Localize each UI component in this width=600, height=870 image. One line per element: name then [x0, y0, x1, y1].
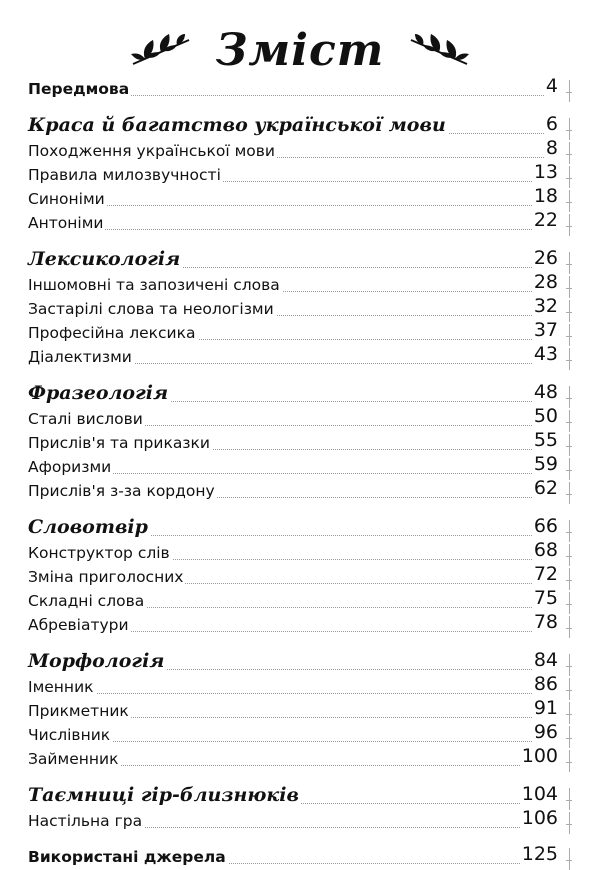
toc-entry-label: Сталі вислови [28, 410, 143, 428]
toc-row[interactable] [28, 562, 576, 586]
margin-tick-cross [566, 264, 572, 265]
margin-tick-cross [566, 336, 572, 337]
toc-row[interactable] [28, 428, 576, 452]
toc-page-number: 48 [533, 381, 558, 403]
toc-entry-label: Абревіатури [28, 616, 129, 634]
toc-row[interactable] [28, 806, 576, 830]
toc-entry-label: Правила милозвучності [28, 166, 221, 184]
margin-tick [569, 812, 570, 834]
toc-entry-label: Застарілі слова та неологізми [28, 300, 274, 318]
toc-page-number: 72 [533, 563, 558, 585]
toc-entry-label: Антоніми [28, 214, 104, 232]
margin-tick-cross [566, 154, 572, 155]
margin-tick-cross [566, 690, 572, 691]
toc-row[interactable] [28, 74, 576, 98]
toc-row[interactable] [28, 720, 576, 744]
toc-page-number: 78 [533, 611, 558, 633]
toc-row[interactable] [28, 452, 576, 476]
toc-section-row[interactable] [28, 782, 576, 806]
toc-page-number: 59 [533, 453, 558, 475]
toc-entry-label: Передмова [28, 80, 130, 98]
toc-entry-label: Займенник [28, 750, 119, 768]
margin-tick [569, 482, 570, 504]
toc-page-number: 28 [533, 271, 558, 293]
toc-page-number: 86 [533, 673, 558, 695]
toc-row[interactable] [28, 184, 576, 208]
toc-page-number: 37 [533, 319, 558, 341]
toc-entry-label: Іншомовні та запозичені слова [28, 276, 280, 294]
toc-entry-label: Словотвір [28, 516, 148, 538]
margin-tick-cross [566, 422, 572, 423]
dotted-leader [28, 229, 558, 230]
toc-row[interactable] [28, 342, 576, 366]
margin-tick-cross [566, 446, 572, 447]
toc-page-number: 4 [545, 75, 558, 97]
margin-tick-cross [566, 178, 572, 179]
toc-entry-label: Прислів'я з-за кордону [28, 482, 215, 500]
toc-row[interactable] [28, 610, 576, 634]
toc-entry-label: Афоризми [28, 458, 112, 476]
margin-tick-cross [566, 800, 572, 801]
toc-entry-label: Числівник [28, 726, 111, 744]
toc-page-number: 55 [533, 429, 558, 451]
margin-tick-cross [566, 312, 572, 313]
toc-row[interactable] [28, 270, 576, 294]
toc-row[interactable] [28, 538, 576, 562]
toc-page-number: 13 [533, 161, 558, 183]
toc-page-number: 104 [521, 783, 558, 805]
leaf-ornament-left-icon [131, 34, 193, 68]
toc-section-row[interactable] [28, 648, 576, 672]
toc-entry-label: Походження української мови [28, 142, 275, 160]
margin-tick-cross [566, 604, 572, 605]
margin-tick-cross [566, 666, 572, 667]
toc-entry-label: Зміна приголосних [28, 568, 184, 586]
toc-section-row[interactable] [28, 380, 576, 404]
toc-section-row[interactable] [28, 514, 576, 538]
toc-page-number: 62 [533, 477, 558, 499]
toc-row[interactable] [28, 318, 576, 342]
page-title [0, 22, 600, 76]
toc-row[interactable] [28, 476, 576, 500]
toc-row[interactable] [28, 294, 576, 318]
margin-tick-cross [566, 470, 572, 471]
toc-page-number: 6 [545, 113, 558, 135]
margin-tick-cross [566, 494, 572, 495]
toc-page-number: 68 [533, 539, 558, 561]
toc-entry-label: Діалектизми [28, 348, 132, 366]
toc-entry-label: Фразеологія [28, 382, 169, 404]
toc-page-number: 100 [521, 745, 558, 767]
toc-row[interactable] [28, 208, 576, 232]
margin-tick-cross [566, 92, 572, 93]
toc-page-number: 18 [533, 185, 558, 207]
margin-tick-cross [566, 762, 572, 763]
toc-entry-label: Прикметник [28, 702, 129, 720]
toc-entry-label: Краса й багатство української мови [28, 114, 446, 136]
toc-row[interactable] [28, 136, 576, 160]
margin-tick-cross [566, 288, 572, 289]
toc-entry-label: Морфологія [28, 650, 165, 672]
toc-entry-label: Синоніми [28, 190, 105, 208]
toc-entry-label: Професійна лексика [28, 324, 196, 342]
toc-page-number: 50 [533, 405, 558, 427]
toc-page-number: 96 [533, 721, 558, 743]
toc-row[interactable] [28, 160, 576, 184]
margin-tick [569, 80, 570, 102]
toc-entry-label: Конструктор слів [28, 544, 170, 562]
margin-tick-cross [566, 628, 572, 629]
toc-page-number: 106 [521, 807, 558, 829]
toc-page-number: 43 [533, 343, 558, 365]
toc-row[interactable] [28, 586, 576, 610]
margin-tick [569, 348, 570, 370]
toc-page-number: 22 [533, 209, 558, 231]
margin-tick-cross [566, 738, 572, 739]
toc-row[interactable] [28, 842, 576, 866]
margin-tick [569, 214, 570, 236]
toc-page-number: 91 [533, 697, 558, 719]
margin-tick [569, 848, 570, 870]
margin-tick-cross [566, 714, 572, 715]
title-text: Зміст [215, 25, 385, 76]
toc-entry-label: Лексикологія [28, 248, 181, 270]
toc-page-number: 84 [533, 649, 558, 671]
toc-row[interactable] [28, 404, 576, 428]
toc-section-row[interactable] [28, 246, 576, 270]
margin-tick-cross [566, 226, 572, 227]
dotted-leader [28, 693, 558, 694]
toc-entry-label: Настільна гра [28, 812, 143, 830]
margin-tick-cross [566, 398, 572, 399]
margin-tick-cross [566, 824, 572, 825]
toc-row[interactable] [28, 744, 576, 768]
toc-entry-label: Прислів'я та приказки [28, 434, 210, 452]
margin-tick-cross [566, 860, 572, 861]
leaf-ornament-right-icon [407, 34, 469, 68]
toc-entry-label: Іменник [28, 678, 94, 696]
toc-page-number: 26 [533, 247, 558, 269]
toc-page-number: 75 [533, 587, 558, 609]
margin-tick [569, 750, 570, 772]
toc-page-number: 8 [545, 137, 558, 159]
toc-row[interactable] [28, 672, 576, 696]
margin-tick-cross [566, 556, 572, 557]
margin-tick-cross [566, 202, 572, 203]
toc-entry-label: Використані джерела [28, 848, 226, 866]
toc-entry-label: Таємниці гір-близнюків [28, 784, 299, 806]
toc-section-row[interactable] [28, 112, 576, 136]
toc-row[interactable] [28, 696, 576, 720]
toc-page-number: 66 [533, 515, 558, 537]
dotted-leader [28, 205, 558, 206]
margin-tick [569, 616, 570, 638]
toc-entry-label: Складні слова [28, 592, 145, 610]
toc-page-number: 125 [521, 843, 558, 865]
margin-tick-cross [566, 130, 572, 131]
margin-tick-cross [566, 532, 572, 533]
margin-tick-cross [566, 360, 572, 361]
toc-page-number: 32 [533, 295, 558, 317]
margin-tick-cross [566, 580, 572, 581]
